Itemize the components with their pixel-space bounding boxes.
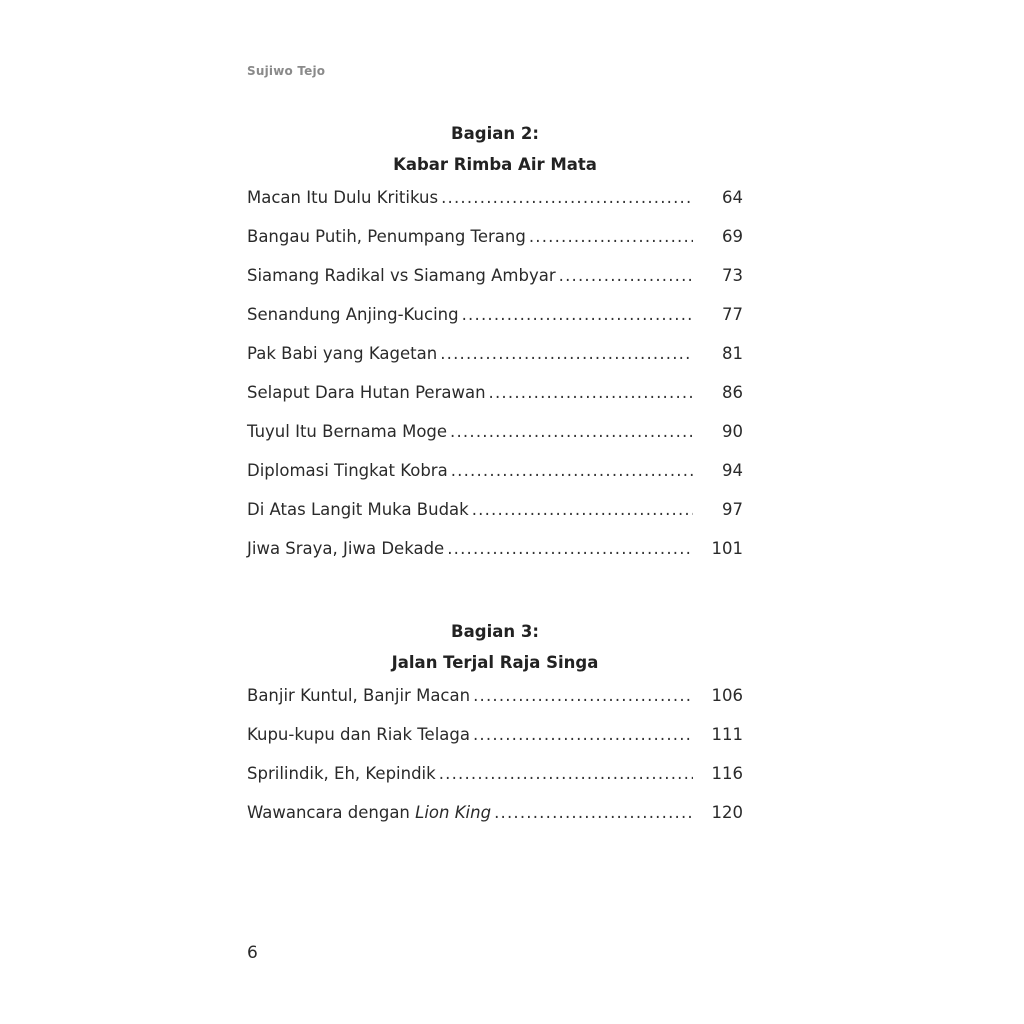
toc-entry xyxy=(247,764,743,803)
toc-entry-title-prefix: Wawancara dengan xyxy=(247,803,410,822)
toc-section-bagian-2 xyxy=(247,118,743,578)
toc-entry xyxy=(247,188,743,227)
toc-entry-title: Macan Itu Dulu Kritikus xyxy=(247,188,439,207)
toc-entry-page: 69 xyxy=(722,227,743,246)
toc-entry-page: 106 xyxy=(711,686,743,705)
toc-entry xyxy=(247,227,743,266)
toc-entry xyxy=(247,383,743,422)
toc-entry-title xyxy=(247,803,491,822)
toc-entry-page: 64 xyxy=(722,188,743,207)
dot-leader xyxy=(559,266,693,285)
toc-entry xyxy=(247,305,743,344)
toc-entry xyxy=(247,344,743,383)
toc-entry-title: Bangau Putih, Penumpang Terang xyxy=(247,227,526,246)
toc-entry-title: Diplomasi Tingkat Kobra xyxy=(247,461,448,480)
toc-entry xyxy=(247,725,743,764)
toc-entry xyxy=(247,461,743,500)
dot-leader xyxy=(440,344,693,363)
toc-section-bagian-3 xyxy=(247,616,743,842)
toc-entry xyxy=(247,422,743,461)
page-number: 6 xyxy=(247,943,258,963)
toc-entry-title: Pak Babi yang Kagetan xyxy=(247,344,438,363)
toc-entry xyxy=(247,803,743,842)
dot-leader xyxy=(447,539,693,558)
toc-entry-page: 81 xyxy=(722,344,743,363)
toc-entry-title: Siamang Radikal vs Siamang Ambyar xyxy=(247,266,556,285)
toc-entry-page: 94 xyxy=(722,461,743,480)
toc-entry xyxy=(247,266,743,305)
toc-entry xyxy=(247,686,743,725)
dot-leader xyxy=(462,305,693,324)
dot-leader xyxy=(494,803,693,822)
toc-entry-title: Kupu-kupu dan Riak Telaga xyxy=(247,725,470,744)
toc-entry-title-italic: Lion King xyxy=(415,803,492,822)
dot-leader xyxy=(439,764,693,783)
section-part-title: Jalan Terjal Raja Singa xyxy=(391,653,599,672)
toc-entry-page: 90 xyxy=(722,422,743,441)
toc-entry-page: 101 xyxy=(711,539,743,558)
dot-leader xyxy=(441,188,693,207)
toc-entry-title: Selaput Dara Hutan Perawan xyxy=(247,383,486,402)
toc-entry xyxy=(247,539,743,578)
toc-entry-page: 111 xyxy=(711,725,743,744)
toc-list xyxy=(247,686,743,842)
toc-entry-title: Di Atas Langit Muka Budak xyxy=(247,500,469,519)
toc-entry-title: Senandung Anjing-Kucing xyxy=(247,305,459,324)
toc-entry-title: Tuyul Itu Bernama Moge xyxy=(247,422,448,441)
toc-entry xyxy=(247,500,743,539)
dot-leader xyxy=(472,500,693,519)
toc-entry-page: 86 xyxy=(722,383,743,402)
section-part-title: Kabar Rimba Air Mata xyxy=(393,155,597,174)
running-head-author: Sujiwo Tejo xyxy=(247,64,326,78)
toc-entry-page: 73 xyxy=(722,266,743,285)
dot-leader xyxy=(489,383,693,402)
dot-leader xyxy=(473,725,693,744)
toc-entry-page: 120 xyxy=(711,803,743,822)
dot-leader xyxy=(473,686,693,705)
dot-leader xyxy=(529,227,693,246)
toc-entry-title: Jiwa Sraya, Jiwa Dekade xyxy=(247,539,445,558)
section-part-label: Bagian 2: xyxy=(451,124,539,143)
toc-list xyxy=(247,188,743,578)
section-part-label: Bagian 3: xyxy=(451,622,539,641)
toc-entry-title: Sprilindik, Eh, Kepindik xyxy=(247,764,436,783)
toc-entry-page: 116 xyxy=(711,764,743,783)
dot-leader xyxy=(451,461,693,480)
dot-leader xyxy=(450,422,693,441)
toc-entry-page: 77 xyxy=(722,305,743,324)
toc-entry-page: 97 xyxy=(722,500,743,519)
toc-entry-title: Banjir Kuntul, Banjir Macan xyxy=(247,686,471,705)
